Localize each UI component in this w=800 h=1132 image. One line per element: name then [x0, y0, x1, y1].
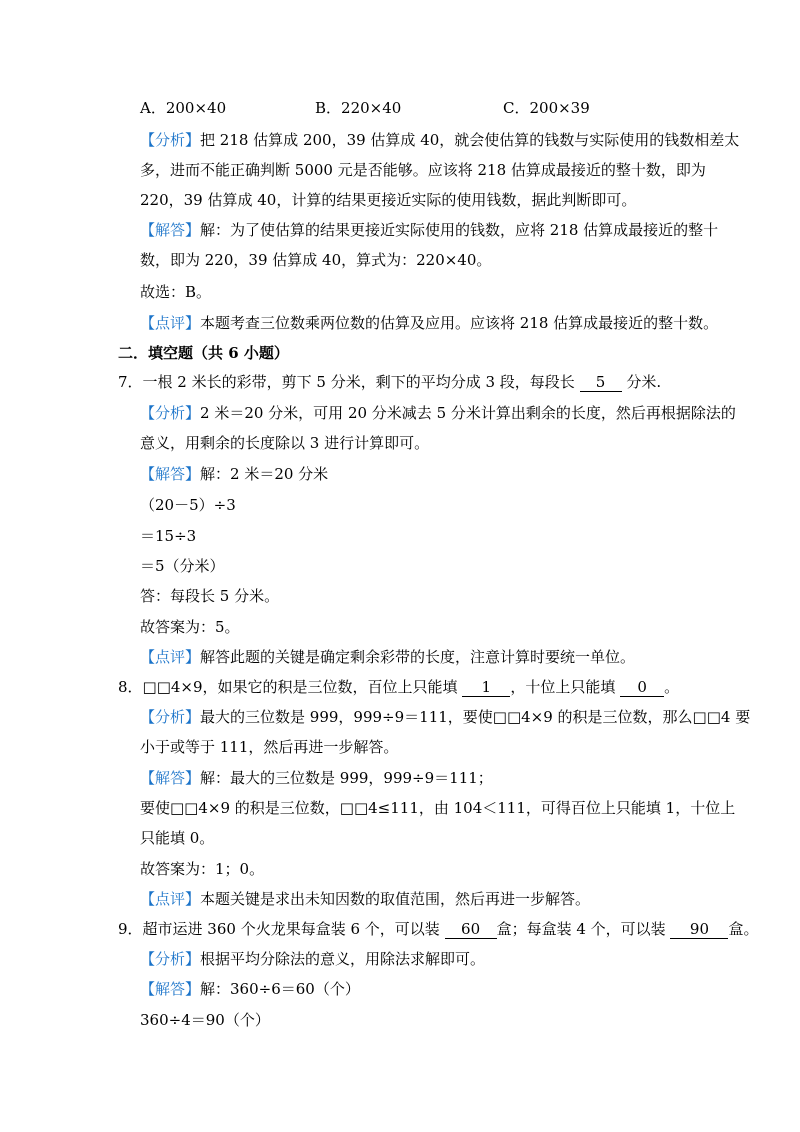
- q8-blank-1: 1: [462, 679, 510, 697]
- option-a: A．200×40: [140, 99, 227, 117]
- answer-text: 解：为了使估算的结果更接近实际使用的钱数，应将 218 估算成最接近的整十: [200, 221, 719, 239]
- q9-blank-1: 60: [445, 921, 497, 939]
- q7-calc-1: （20－5）÷3: [140, 496, 236, 514]
- review-label: 【点评】: [140, 314, 201, 332]
- q9-stem: [118, 919, 758, 939]
- q8-review: [140, 889, 590, 909]
- option-b: B．220×40: [315, 99, 402, 117]
- q7-calc-2: ＝15÷3: [140, 527, 197, 545]
- q8-stem-post: 。: [664, 678, 680, 696]
- q8-answer-line2: 要使□□4×9 的积是三位数，□□4≤111，由 104＜111，可得百位上只能填 1，十位上: [140, 799, 736, 817]
- q7-calc-3: ＝5（分米）: [140, 557, 225, 575]
- review-label: 【点评】: [140, 648, 201, 666]
- review-text: 解答此题的关键是确定剩余彩带的长度，注意计算时要统一单位。: [200, 648, 636, 666]
- analysis-text: 最大的三位数是 999，999÷9＝111，要使□□4×9 的积是三位数，那么□□4 要: [200, 708, 751, 726]
- answer-label: 【解答】: [140, 221, 201, 239]
- q6-review: [140, 313, 718, 333]
- q6-choice: 故选：B。: [140, 283, 212, 301]
- q8-stem-pre: 8．□□4×9，如果它的积是三位数，百位上只能填: [118, 678, 458, 696]
- q7-reply: 答：每段长 5 分米。: [140, 587, 280, 605]
- review-text: 本题关键是求出未知因数的取值范围，然后再进一步解答。: [200, 890, 591, 908]
- analysis-label: 【分析】: [140, 708, 201, 726]
- q9-stem-pre: 9．超市运进 360 个火龙果每盒装 6 个，可以装: [118, 920, 440, 938]
- q7-final: 故答案为：5。: [140, 618, 240, 636]
- q9-analysis: [140, 949, 485, 969]
- section-heading: 二．填空题（共 6 小题）: [118, 344, 289, 362]
- q7-review: [140, 647, 635, 667]
- q6-analysis-line2: 多，进而不能正确判断 5000 元是否能够。应该将 218 估算成最接近的整十数，即为: [140, 161, 706, 179]
- q7-blank: 5: [580, 374, 622, 392]
- answer-label: 【解答】: [140, 465, 201, 483]
- q8-final: 故答案为：1；0。: [140, 860, 265, 878]
- q8-stem: [118, 677, 679, 697]
- q6-answer-line2: 数，即为 220，39 估算成 40，算式为：220×40。: [140, 251, 492, 269]
- q7-analysis: [140, 403, 736, 423]
- q8-analysis-line2: 小于或等于 111，然后再进一步解答。: [140, 738, 399, 756]
- answer-text: 解：最大的三位数是 999，999÷9＝111；: [200, 769, 493, 787]
- q6-analysis: [140, 130, 739, 150]
- answer-text: 解：360÷6＝60（个）: [200, 980, 360, 998]
- q6-answer: [140, 220, 718, 240]
- q7-stem-pre: 7．一根 2 米长的彩带，剪下 5 分米，剩下的平均分成 3 段，每段长: [118, 373, 575, 391]
- review-label: 【点评】: [140, 890, 201, 908]
- q6-analysis-line3: 220，39 估算成 40，计算的结果更接近实际的使用钱数，据此判断即可。: [140, 191, 637, 209]
- q8-answer: [140, 768, 493, 788]
- analysis-text: 把 218 估算成 200，39 估算成 40，就会使估算的钱数与实际使用的钱数相差太: [200, 131, 740, 149]
- q8-answer-line3: 只能填 0。: [140, 829, 215, 847]
- q7-stem-post: 分米.: [626, 373, 662, 391]
- q8-blank-2: 0: [620, 679, 664, 697]
- q9-calc-1: 360÷4＝90（个）: [140, 1011, 270, 1029]
- analysis-text: 根据平均分除法的意义，用除法求解即可。: [200, 950, 486, 968]
- analysis-label: 【分析】: [140, 131, 201, 149]
- q7-stem: [118, 372, 661, 392]
- analysis-text: 2 米＝20 分米，可用 20 分米减去 5 分米计算出剩余的长度，然后再根据除法的: [200, 404, 736, 422]
- q9-stem-post: 盒。: [728, 920, 759, 938]
- review-text: 本题考查三位数乘两位数的估算及应用。应该将 218 估算成最接近的整十数。: [200, 314, 719, 332]
- q9-stem-mid: 盒；每盒装 4 个，可以装: [496, 920, 666, 938]
- option-c: C．200×39: [503, 99, 590, 117]
- analysis-label: 【分析】: [140, 950, 201, 968]
- q8-stem-mid: ，十位上只能填: [510, 678, 616, 696]
- answer-label: 【解答】: [140, 980, 201, 998]
- q9-answer: [140, 979, 360, 999]
- q9-blank-2: 90: [670, 921, 728, 939]
- analysis-label: 【分析】: [140, 404, 201, 422]
- q8-analysis: [140, 707, 750, 727]
- answer-text: 解：2 米＝20 分米: [200, 465, 329, 483]
- q7-analysis-line2: 意义，用剩余的长度除以 3 进行计算即可。: [140, 434, 430, 452]
- q7-answer: [140, 464, 328, 484]
- answer-label: 【解答】: [140, 769, 201, 787]
